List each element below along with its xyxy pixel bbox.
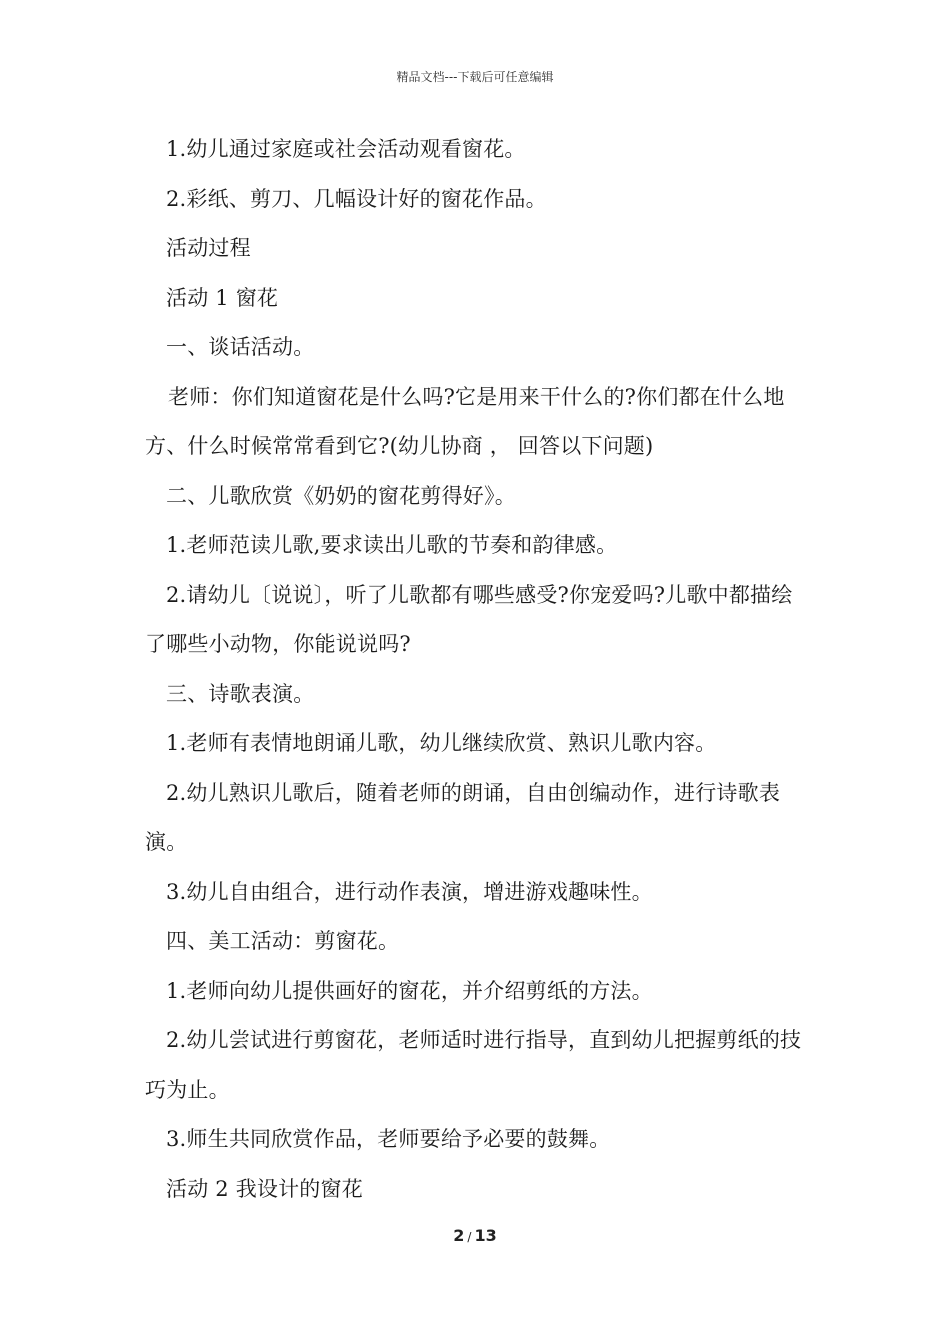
step-2-item-1: 1.老师范读儿歌,要求读出儿歌的节奏和韵律感。 [166,533,618,557]
paragraph-prep-2: 2.彩纸、剪刀、几幅设计好的窗花作品。 [166,186,547,211]
current-page-number: 2 [453,1226,465,1245]
page-header: 精品文档---下载后可任意编辑 [396,70,554,84]
section-heading-process: 活动过程 [166,236,251,260]
step-3-item-1: 1.老师有表情地朗诵儿歌，幼儿继续欣赏、熟识儿歌内容。 [166,731,717,755]
step-4-item-3: 3.师生共同欣赏作品，老师要给予必要的鼓舞。 [166,1127,611,1151]
activity-2-heading: 活动 2 我设计的窗花 [166,1176,363,1201]
activity-1-heading: 活动 1 窗花 [166,285,279,310]
document-body [145,125,813,1214]
step-4-heading: 四、美工活动：剪窗花。 [166,929,400,953]
teacher-question-paragraph: 老师：你们知道窗花是什么吗?它是用来干什么的?你们都在什么地方、什么时候常常看到它?(幼儿协商 ， 回答以下问题) [145,384,785,458]
step-3-heading: 三、诗歌表演。 [166,681,315,706]
step-4-item-2: 2.幼儿尝试进行剪窗花，老师适时进行指导，直到幼儿把握剪纸的技巧为止。 [145,1028,802,1102]
page-number [0,1226,950,1245]
step-3-item-2: 2.幼儿熟识儿歌后，随着老师的朗诵，自由创编动作，进行诗歌表演。 [145,780,781,854]
step-3-item-3: 3.幼儿自由组合，进行动作表演，增进游戏趣味性。 [166,879,653,904]
total-pages-number: 13 [474,1226,497,1245]
step-4-item-1: 1.老师向幼儿提供画好的窗花，并介绍剪纸的方法。 [166,978,653,1003]
step-2-heading: 二、儿歌欣赏《奶奶的窗花剪得好》。 [166,483,516,508]
step-1-heading: 一、谈话活动。 [166,335,315,359]
paragraph-prep-1: 1.幼儿通过家庭或社会活动观看窗花。 [166,137,526,161]
step-2-item-2: 2.请幼儿〔说说〕，听了儿歌都有哪些感受?你宠爱吗?儿歌中都描绘了哪些小动物，你能说说吗? [145,582,793,656]
page-separator: / [467,1230,472,1244]
